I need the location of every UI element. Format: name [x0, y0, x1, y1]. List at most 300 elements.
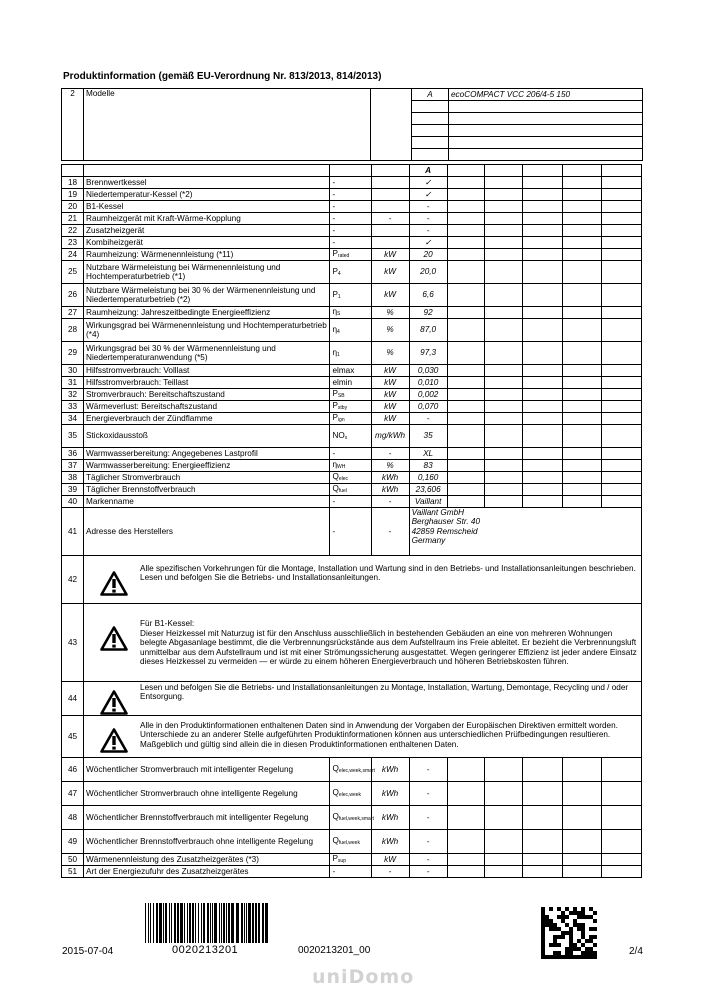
table-row	[62, 377, 642, 389]
row-number: 45	[62, 716, 84, 758]
value-cell: 83	[409, 460, 447, 472]
note-text: Alle in den Produktinformationen enthaltenen Daten sind in Anwendung der Vorgaben der Europäischen Direktiven ermittelt worden. Unterschiede zu an anderer Stelle aufgeführten Produktinformationen können aus unterschiedlichen Prüfbedingungen resultieren. Maßgeblich und gültig sind allein die in diesen Produktinformationen enthaltenen Daten.	[140, 721, 618, 749]
empty-cell	[522, 177, 562, 189]
barcode	[143, 903, 271, 943]
barcode-number: 0020213201	[172, 944, 239, 956]
row-number: 46	[62, 758, 84, 782]
warning-icon	[100, 571, 128, 596]
empty-cell	[484, 758, 522, 782]
row-label: Wirkungsgrad bei 30 % der Wärmenennleistung und Niedertemperaturanwendung (*5)	[84, 342, 330, 365]
row-number: 40	[62, 496, 84, 508]
empty-cell	[447, 448, 484, 460]
symbol: -	[332, 237, 336, 247]
empty-cell	[447, 472, 484, 484]
row-number: 28	[62, 319, 84, 342]
row-number: 25	[62, 261, 84, 284]
empty-cell	[447, 389, 484, 401]
datamatrix-code	[541, 907, 597, 959]
symbol-cell	[330, 307, 371, 319]
empty-cell	[330, 165, 371, 177]
symbol-cell	[330, 758, 375, 782]
note-row	[62, 682, 642, 716]
empty-cell	[447, 460, 484, 472]
empty-cell	[484, 484, 522, 496]
row-number: 37	[62, 460, 84, 472]
unit-cell	[371, 177, 409, 189]
empty-cell	[522, 401, 562, 413]
row-number: 20	[62, 201, 84, 213]
empty-cell	[562, 365, 601, 377]
empty-cell	[522, 377, 562, 389]
symbol-cell: -	[330, 508, 371, 556]
row-number: 38	[62, 472, 84, 484]
print-date: 2015-07-04	[62, 946, 114, 957]
empty-cell	[484, 307, 522, 319]
row-number: 48	[62, 806, 84, 830]
unit-cell: kW	[371, 377, 409, 389]
symbol-cell	[330, 177, 371, 189]
empty-cell	[62, 165, 84, 177]
table-row	[62, 484, 642, 496]
empty-cell	[522, 389, 562, 401]
row-number: 36	[62, 448, 84, 460]
row-label: Wöchentlicher Stromverbrauch ohne intelligente Regelung	[84, 782, 330, 806]
table-row	[62, 413, 642, 425]
symbol: -	[332, 496, 336, 506]
value-cell: 97,3	[409, 342, 447, 365]
empty-cell	[522, 496, 562, 508]
symbol-subscript: fuel	[338, 488, 347, 495]
row-label: Wärmeverlust: Bereitschaftszustand	[84, 401, 330, 413]
unit-cell: kW	[371, 389, 409, 401]
symbol: -	[332, 225, 336, 235]
symbol: Q	[332, 788, 339, 798]
row-number: 50	[62, 854, 84, 866]
empty-cell	[484, 365, 522, 377]
empty-cell	[447, 342, 484, 365]
symbol: Q	[332, 472, 339, 482]
value-cell: 0,070	[409, 401, 447, 413]
empty-cell	[447, 225, 484, 237]
symbol-cell	[330, 425, 371, 448]
value-cell: -	[409, 201, 447, 213]
row-label: Energieverbrauch der Zündflamme	[84, 413, 330, 425]
symbol-cell	[330, 213, 371, 225]
empty-cell	[601, 425, 641, 448]
warning-icon	[100, 626, 128, 651]
symbol-cell	[330, 261, 371, 284]
row-number: 41	[62, 508, 84, 556]
empty-cell	[562, 389, 601, 401]
table-row	[62, 496, 642, 508]
manufacturer-address	[409, 508, 641, 556]
symbol: Q	[332, 812, 339, 822]
row-label: Hilfsstromverbrauch: Teillast	[84, 377, 330, 389]
empty-cell	[447, 484, 484, 496]
empty-cell	[562, 830, 601, 854]
empty-cell	[601, 758, 641, 782]
empty-cell	[447, 758, 484, 782]
empty-cell	[601, 866, 641, 878]
row-number: 33	[62, 401, 84, 413]
symbol-subscript: stby	[337, 405, 348, 412]
empty-cell	[447, 284, 484, 307]
empty-cell	[601, 460, 641, 472]
unit-cell: kW	[371, 261, 409, 284]
value-cell: 0,160	[409, 472, 447, 484]
empty-cell	[447, 425, 484, 448]
value-cell: XL	[409, 448, 447, 460]
empty-cell	[562, 401, 601, 413]
empty-cell	[447, 307, 484, 319]
empty-cell	[522, 806, 562, 830]
row-number: 22	[62, 225, 84, 237]
unit-cell: %	[371, 460, 409, 472]
empty-cell	[522, 425, 562, 448]
row-label: Warmwasserbereitung: Energieeffizienz	[84, 460, 330, 472]
symbol-subscript: ign	[337, 417, 345, 424]
empty-cell	[601, 237, 641, 249]
row-label: Stickoxidausstoß	[84, 425, 330, 448]
table-row	[62, 189, 642, 201]
empty-cell	[484, 401, 522, 413]
symbol-cell	[330, 189, 371, 201]
empty-cell	[484, 342, 522, 365]
row-number: 47	[62, 782, 84, 806]
symbol-cell	[330, 866, 371, 878]
empty-cell	[484, 425, 522, 448]
empty-cell	[447, 261, 484, 284]
empty-cell	[562, 237, 601, 249]
value-cell: ✓	[409, 189, 447, 201]
symbol: P	[332, 389, 338, 399]
empty-cell	[447, 249, 484, 261]
note-text: Alle spezifischen Vorkehrungen für die Montage, Installation und Wartung sind in den Betriebs- und Installationsanleitungen beschrieben. Lesen und befolgen Sie die Betriebs- und Installationsanleitungen.	[140, 564, 636, 583]
symbol-cell	[330, 806, 374, 830]
value-cell: 0,002	[409, 389, 447, 401]
empty-cell	[447, 213, 484, 225]
value-cell: -	[409, 806, 447, 830]
table-row	[62, 365, 642, 377]
symbol-subscript: elec,week	[338, 792, 362, 799]
empty-cell	[447, 201, 484, 213]
symbol: Q	[332, 836, 339, 846]
symbol-subscript: 4	[337, 270, 341, 277]
empty-cell	[484, 201, 522, 213]
address-line: Germany	[411, 536, 446, 546]
value-cell: -	[409, 830, 447, 854]
empty-cell	[601, 249, 641, 261]
empty-cell	[522, 213, 562, 225]
table-row	[62, 342, 642, 365]
value-cell: 20	[409, 249, 447, 261]
column-header-row	[62, 165, 642, 177]
empty-cell	[601, 854, 641, 866]
table-row	[62, 425, 642, 448]
empty-cell	[522, 237, 562, 249]
value-cell: 0,010	[409, 377, 447, 389]
empty-cell	[562, 806, 601, 830]
table-row	[62, 758, 642, 782]
empty-cell	[447, 806, 484, 830]
empty-cell	[522, 782, 562, 806]
value-cell: ✓	[409, 237, 447, 249]
table-row	[62, 782, 642, 806]
empty-cell	[562, 261, 601, 284]
note-text: Für B1-Kessel: Dieser Heizkessel mit Naturzug ist für den Anschluss ausschließlich in bestehenden Gebäuden an eine von mehreren Wohnungen belegte Abgasanlage bestimmt, die die Verbrennungsrückstände aus dem Aufstellraum ins Freie ableitet. Er bezieht die Verbrennungsluft unmittelbar aus dem Aufstellraum und ist mit einer Strömungssicherung ausgestattet. Wegen geringerer Effizienz ist jeder andere Einsatz dieses Heizkessel zu vermeiden — er würde zu einem höheren Energieverbrauch und höheren Betriebskosten führen.	[140, 619, 637, 667]
symbol: P	[332, 401, 338, 411]
model-name: ecoCOMPACT VCC 206/4-5 150	[449, 89, 643, 101]
unit-cell: %	[371, 307, 409, 319]
note-row	[62, 716, 642, 758]
empty-cell	[484, 413, 522, 425]
empty-cell	[447, 177, 484, 189]
empty-cell	[601, 225, 641, 237]
symbol-subscript: SB	[337, 393, 345, 400]
row-number: 30	[62, 365, 84, 377]
table-row	[62, 237, 642, 249]
table-row	[62, 401, 642, 413]
empty-cell	[447, 413, 484, 425]
empty-cell	[601, 307, 641, 319]
empty-cell	[562, 448, 601, 460]
empty-cell	[447, 377, 484, 389]
value-cell: 92	[409, 307, 447, 319]
value-cell: -	[409, 854, 447, 866]
table-row	[62, 806, 642, 830]
address-line: 42859 Remscheid	[411, 526, 478, 536]
empty-cell	[601, 413, 641, 425]
symbol: P	[332, 249, 338, 259]
table-row	[62, 307, 642, 319]
empty-cell	[601, 189, 641, 201]
empty-cell	[484, 284, 522, 307]
empty-cell	[484, 249, 522, 261]
empty-cell	[371, 165, 409, 177]
empty-cell	[84, 165, 330, 177]
row-number: 31	[62, 377, 84, 389]
empty-cell	[601, 377, 641, 389]
symbol-subscript: elec,week,smart	[338, 768, 375, 775]
empty-cell	[562, 284, 601, 307]
empty-cell	[562, 377, 601, 389]
table-row	[62, 389, 642, 401]
unit-cell: kWh	[371, 484, 409, 496]
warning-icon	[100, 728, 128, 753]
row-number: 24	[62, 249, 84, 261]
unit-cell: kW	[371, 249, 409, 261]
unit-cell: %	[371, 342, 409, 365]
row-label: B1-Kessel	[84, 201, 330, 213]
note-cell	[84, 604, 642, 682]
table-row	[62, 201, 642, 213]
symbol: Q	[332, 764, 339, 774]
unit-cell: mg/kWh	[371, 425, 409, 448]
table-row	[62, 177, 642, 189]
symbol: -	[332, 177, 336, 187]
unit-cell: -	[371, 448, 409, 460]
symbol: elmin	[332, 377, 353, 387]
empty-cell	[484, 225, 522, 237]
unit-cell: kWh	[371, 472, 409, 484]
empty-cell	[484, 448, 522, 460]
symbol-subscript: 1	[337, 293, 341, 300]
empty-cell	[562, 177, 601, 189]
empty-cell	[562, 413, 601, 425]
symbol: -	[332, 866, 336, 876]
empty-cell	[522, 165, 562, 177]
symbol-cell	[330, 830, 371, 854]
symbol-cell	[330, 484, 371, 496]
value-cell: 20,0	[409, 261, 447, 284]
symbol: Q	[332, 484, 339, 494]
empty-cell	[484, 177, 522, 189]
table-row	[62, 319, 642, 342]
empty-cell	[562, 866, 601, 878]
symbol-subscript: WH	[337, 464, 346, 471]
row-number: 23	[62, 237, 84, 249]
empty-cell	[447, 365, 484, 377]
symbol-subscript: S	[337, 311, 341, 318]
row-number: 2	[62, 89, 84, 161]
page-title: Produktinformation (gemäß EU-Verordnung Nr. 813/2013, 814/2013)	[63, 71, 382, 82]
unit-cell	[371, 189, 409, 201]
empty-cell	[601, 496, 641, 508]
empty-cell	[484, 854, 522, 866]
row-label: Adresse des Herstellers	[84, 508, 330, 556]
empty-cell	[601, 389, 641, 401]
empty-cell	[601, 806, 641, 830]
row-label: Warmwasserbereitung: Angegebenes Lastprofil	[84, 448, 330, 460]
row-label: Wöchentlicher Brennstoffverbrauch mit intelligenter Regelung	[84, 806, 330, 830]
empty-cell	[484, 165, 522, 177]
empty-cell	[484, 460, 522, 472]
unit-cell	[371, 201, 409, 213]
empty-cell	[522, 758, 562, 782]
symbol-cell	[330, 237, 371, 249]
empty-cell	[447, 854, 484, 866]
row-number: 32	[62, 389, 84, 401]
row-number: 43	[62, 604, 84, 682]
empty-cell	[601, 448, 641, 460]
value-cell: Vaillant	[409, 496, 447, 508]
empty-cell	[522, 225, 562, 237]
row-number: 27	[62, 307, 84, 319]
empty-cell	[484, 389, 522, 401]
empty-cell	[522, 472, 562, 484]
empty-cell	[601, 284, 641, 307]
symbol: -	[332, 213, 336, 223]
symbol: -	[332, 201, 336, 211]
row-label: Raumheizung: Jahreszeitbedingte Energieeffizienz	[84, 307, 330, 319]
unit-cell: -	[371, 866, 409, 878]
row-number: 39	[62, 484, 84, 496]
table-row	[62, 213, 642, 225]
note-row	[62, 604, 642, 682]
empty-cell	[522, 460, 562, 472]
data-table	[61, 164, 642, 878]
note-cell	[84, 716, 642, 758]
empty-cell	[601, 782, 641, 806]
symbol-subscript: 4	[337, 328, 340, 335]
symbol-subscript: elec	[338, 476, 349, 483]
table-row	[62, 249, 642, 261]
empty-cell	[562, 307, 601, 319]
symbol-cell	[330, 460, 371, 472]
empty-cell	[484, 189, 522, 201]
empty-cell	[601, 201, 641, 213]
empty-cell	[522, 249, 562, 261]
empty-cell	[601, 472, 641, 484]
empty-cell	[484, 237, 522, 249]
value-cell: -	[409, 782, 447, 806]
symbol: η	[332, 307, 338, 317]
unit-cell: %	[371, 319, 409, 342]
row-number: 18	[62, 177, 84, 189]
empty-cell	[484, 496, 522, 508]
table-row	[62, 830, 642, 854]
empty-cell	[447, 319, 484, 342]
symbol-subscript: 1	[337, 351, 340, 358]
symbol-subscript: sup	[337, 858, 346, 865]
unit-cell: kWh	[371, 758, 409, 782]
symbol-cell	[330, 782, 371, 806]
note-cell	[84, 556, 642, 604]
empty-cell	[522, 319, 562, 342]
empty-cell	[601, 401, 641, 413]
row-number: 51	[62, 866, 84, 878]
empty-cell	[562, 189, 601, 201]
empty-cell	[522, 342, 562, 365]
symbol: elmax	[332, 365, 355, 375]
unit-cell: kW	[371, 284, 409, 307]
symbol: η	[332, 324, 338, 334]
row-label: Raumheizgerät mit Kraft-Wärme-Kopplung	[84, 213, 330, 225]
symbol-cell	[330, 413, 371, 425]
empty-cell	[562, 758, 601, 782]
empty-cell	[562, 342, 601, 365]
symbol-subscript: rated	[337, 253, 350, 260]
empty-cell	[447, 165, 484, 177]
empty-cell	[601, 213, 641, 225]
empty-cell	[601, 365, 641, 377]
symbol-subscript: fuel,week	[338, 840, 360, 847]
symbol: -	[332, 448, 336, 458]
address-line: Berghauser Str. 40	[411, 517, 480, 527]
empty-cell	[447, 237, 484, 249]
empty-cell	[601, 165, 641, 177]
unit-cell: kW	[371, 365, 409, 377]
empty-cell	[522, 261, 562, 284]
row-label: Wöchentlicher Stromverbrauch mit intelligenter Regelung	[84, 758, 330, 782]
row-label: Nutzbare Wärmeleistung bei 30 % der Wärmenennleistung und Niedertemperaturbetrieb (*2)	[84, 284, 330, 307]
empty-cell	[484, 319, 522, 342]
note-row	[62, 556, 642, 604]
column-header-a: A	[409, 165, 447, 177]
table-row	[62, 284, 642, 307]
unit-cell: kW	[371, 401, 409, 413]
row-label: Nutzbare Wärmeleistung bei Wärmenennleistung und Hochtemperaturbetrieb (*1)	[84, 261, 330, 284]
value-cell: 35	[409, 425, 447, 448]
symbol-cell	[330, 496, 371, 508]
empty-cell	[522, 866, 562, 878]
unit-cell: -	[371, 496, 409, 508]
empty-cell	[562, 425, 601, 448]
symbol: -	[332, 189, 336, 199]
models-table	[61, 88, 643, 161]
value-cell: 6,6	[409, 284, 447, 307]
empty-cell	[484, 261, 522, 284]
